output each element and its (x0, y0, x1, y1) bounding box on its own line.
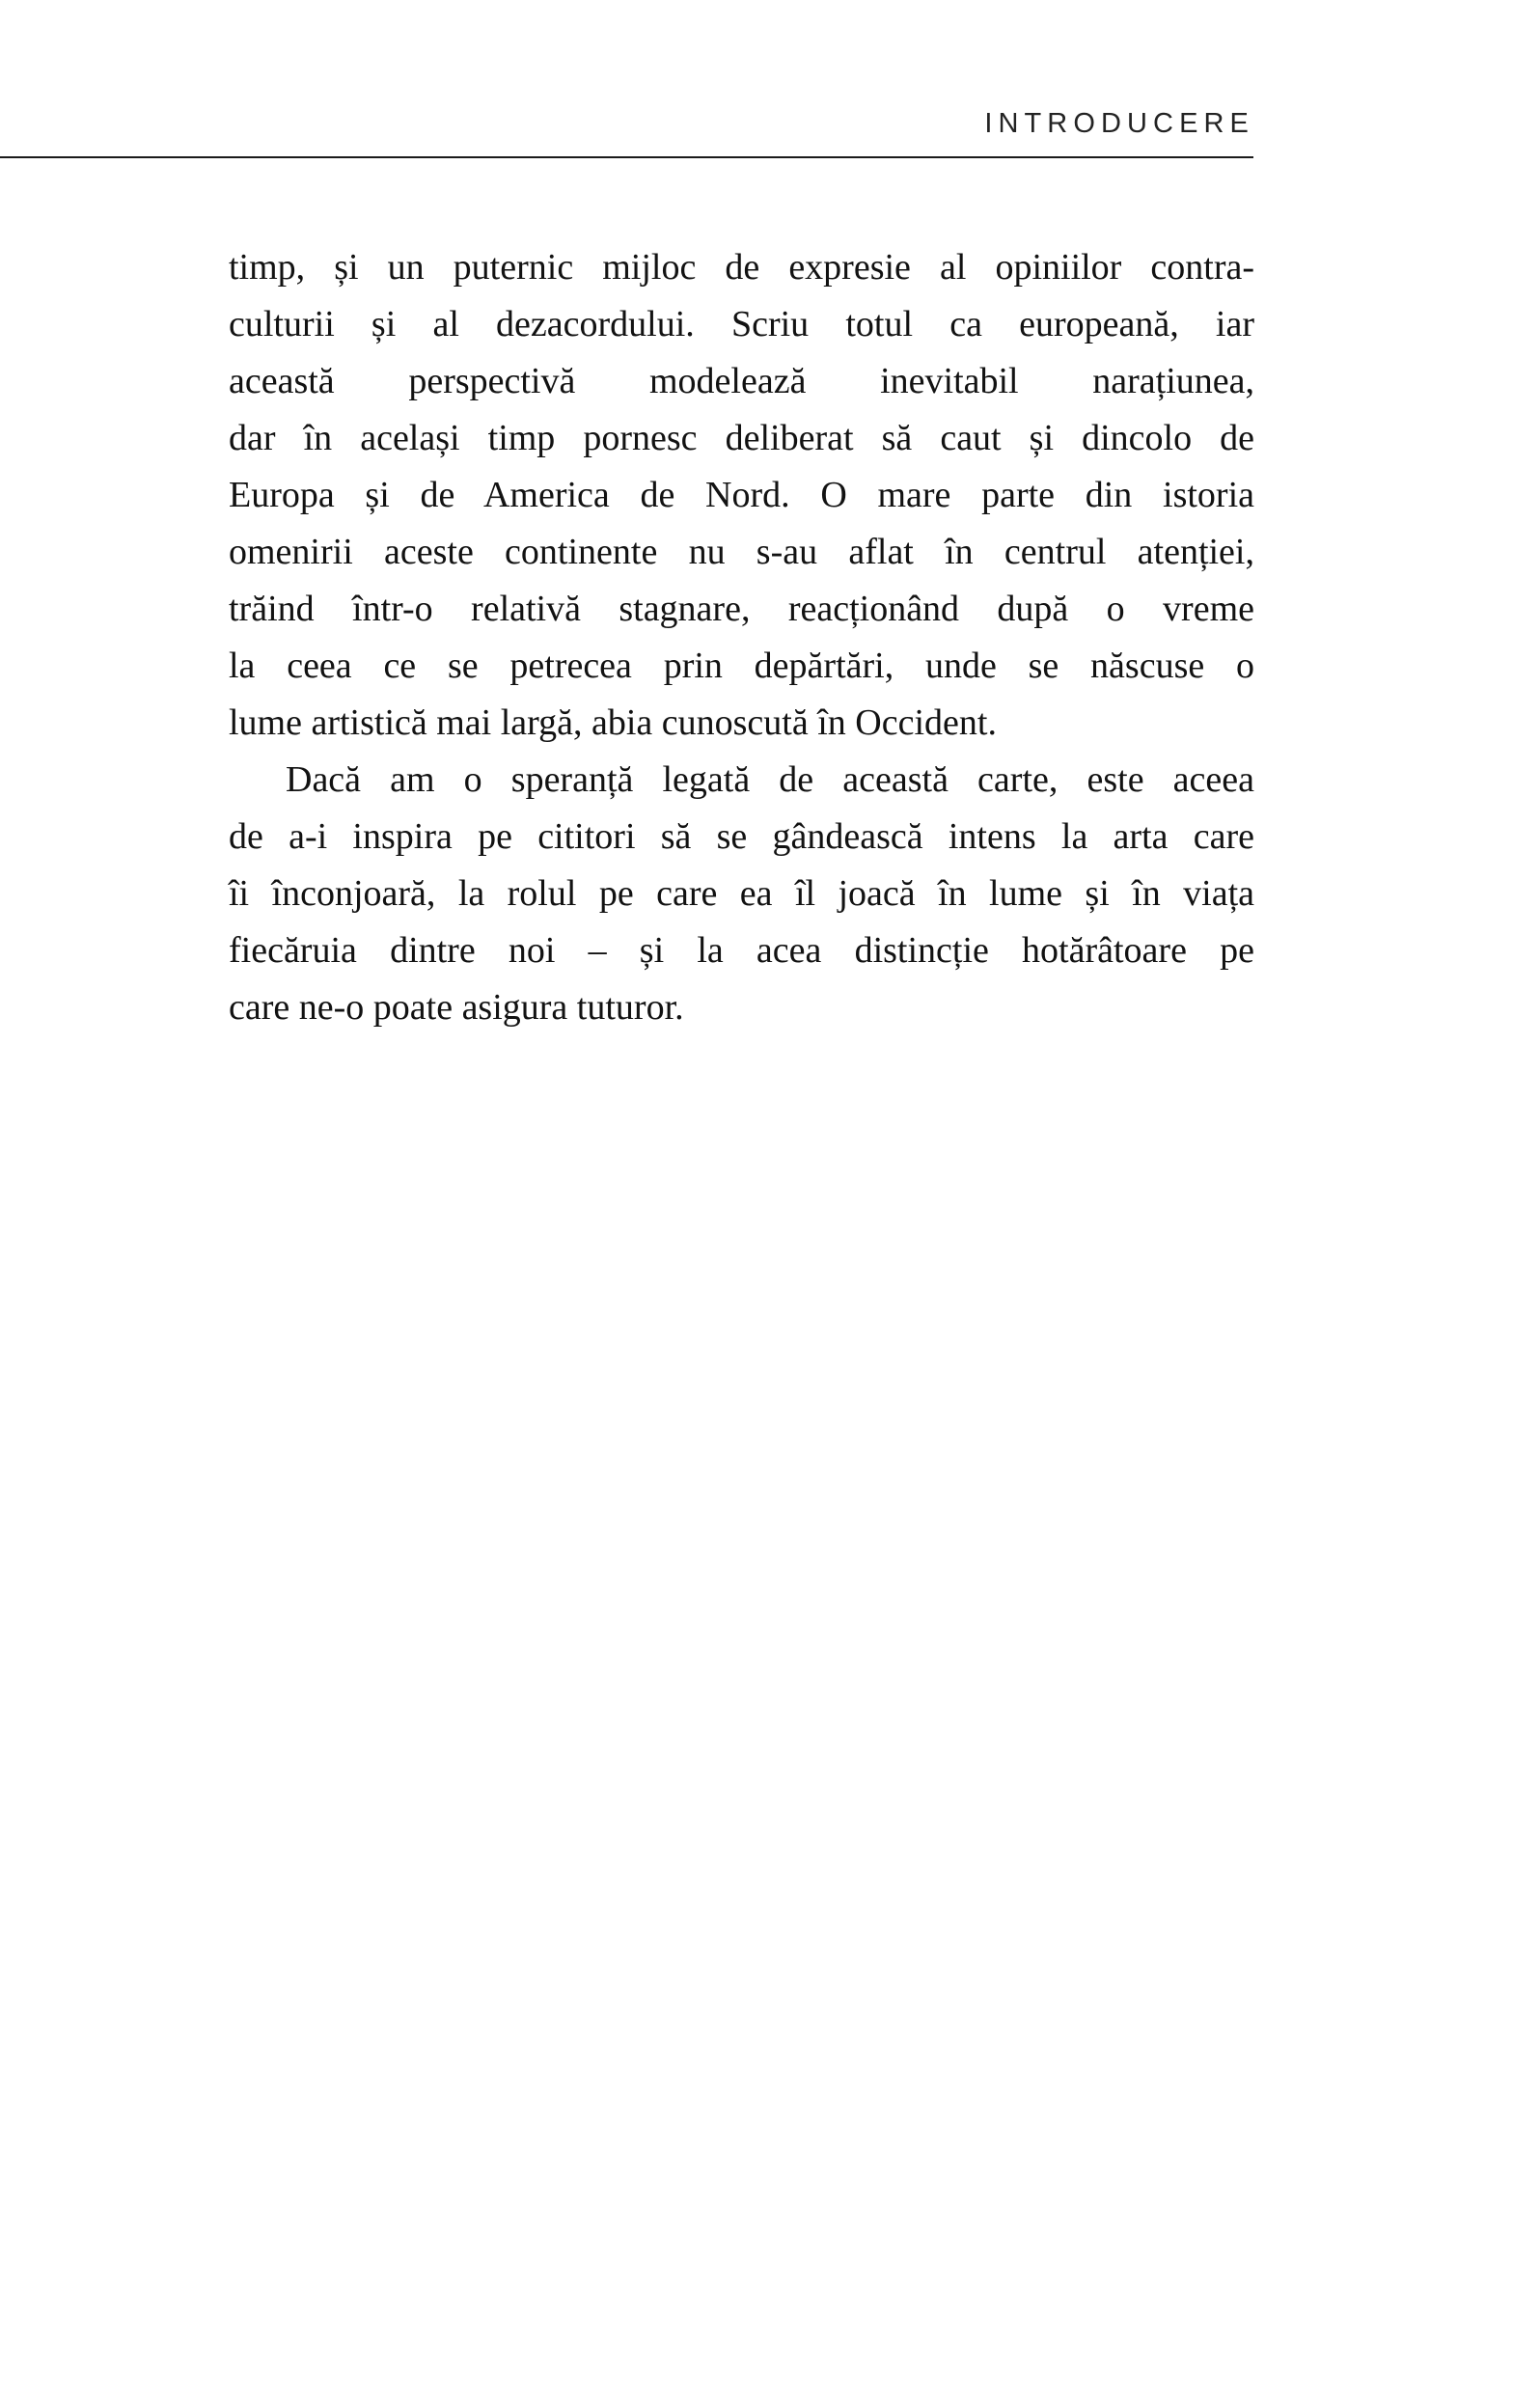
text-line: care ne-o poate asigura tuturor. (229, 987, 684, 1028)
text-line: fiecăruia dintre noi – și la acea distincție hotărâtoare pe (229, 930, 1254, 971)
paragraph-1 (229, 239, 1254, 752)
paragraph-2 (229, 752, 1254, 1036)
text-line: această perspectivă modelează inevitabil narațiunea, (229, 361, 1254, 401)
text-line: la ceea ce se petrecea prin depărtări, unde se născuse o (229, 646, 1254, 686)
text-line: trăind într-o relativă stagnare, reacționând după o vreme (229, 589, 1254, 629)
header-rule (0, 156, 1253, 158)
text-line: îi înconjoară, la rolul pe care ea îl joacă în lume și în viața (229, 873, 1254, 914)
text-line: timp, și un puternic mijloc de expresie al opiniilor contra- (229, 247, 1254, 288)
body-text (229, 239, 1254, 1036)
text-line: Dacă am o speranță legată de această carte, este aceea (286, 759, 1254, 800)
text-line: Europa și de America de Nord. O mare parte din istoria (229, 475, 1254, 515)
text-line: culturii și al dezacordului. Scriu totul ca europeană, iar (229, 304, 1254, 344)
text-line: lume artistică mai largă, abia cunoscută în Occident. (229, 702, 997, 743)
text-line: omenirii aceste continente nu s-au aflat în centrul atenției, (229, 532, 1254, 572)
text-line: de a-i inspira pe cititori să se gândească intens la arta care (229, 816, 1254, 857)
running-head: INTRODUCERE (984, 108, 1254, 139)
text-line: dar în același timp pornesc deliberat să caut și dincolo de (229, 418, 1254, 458)
